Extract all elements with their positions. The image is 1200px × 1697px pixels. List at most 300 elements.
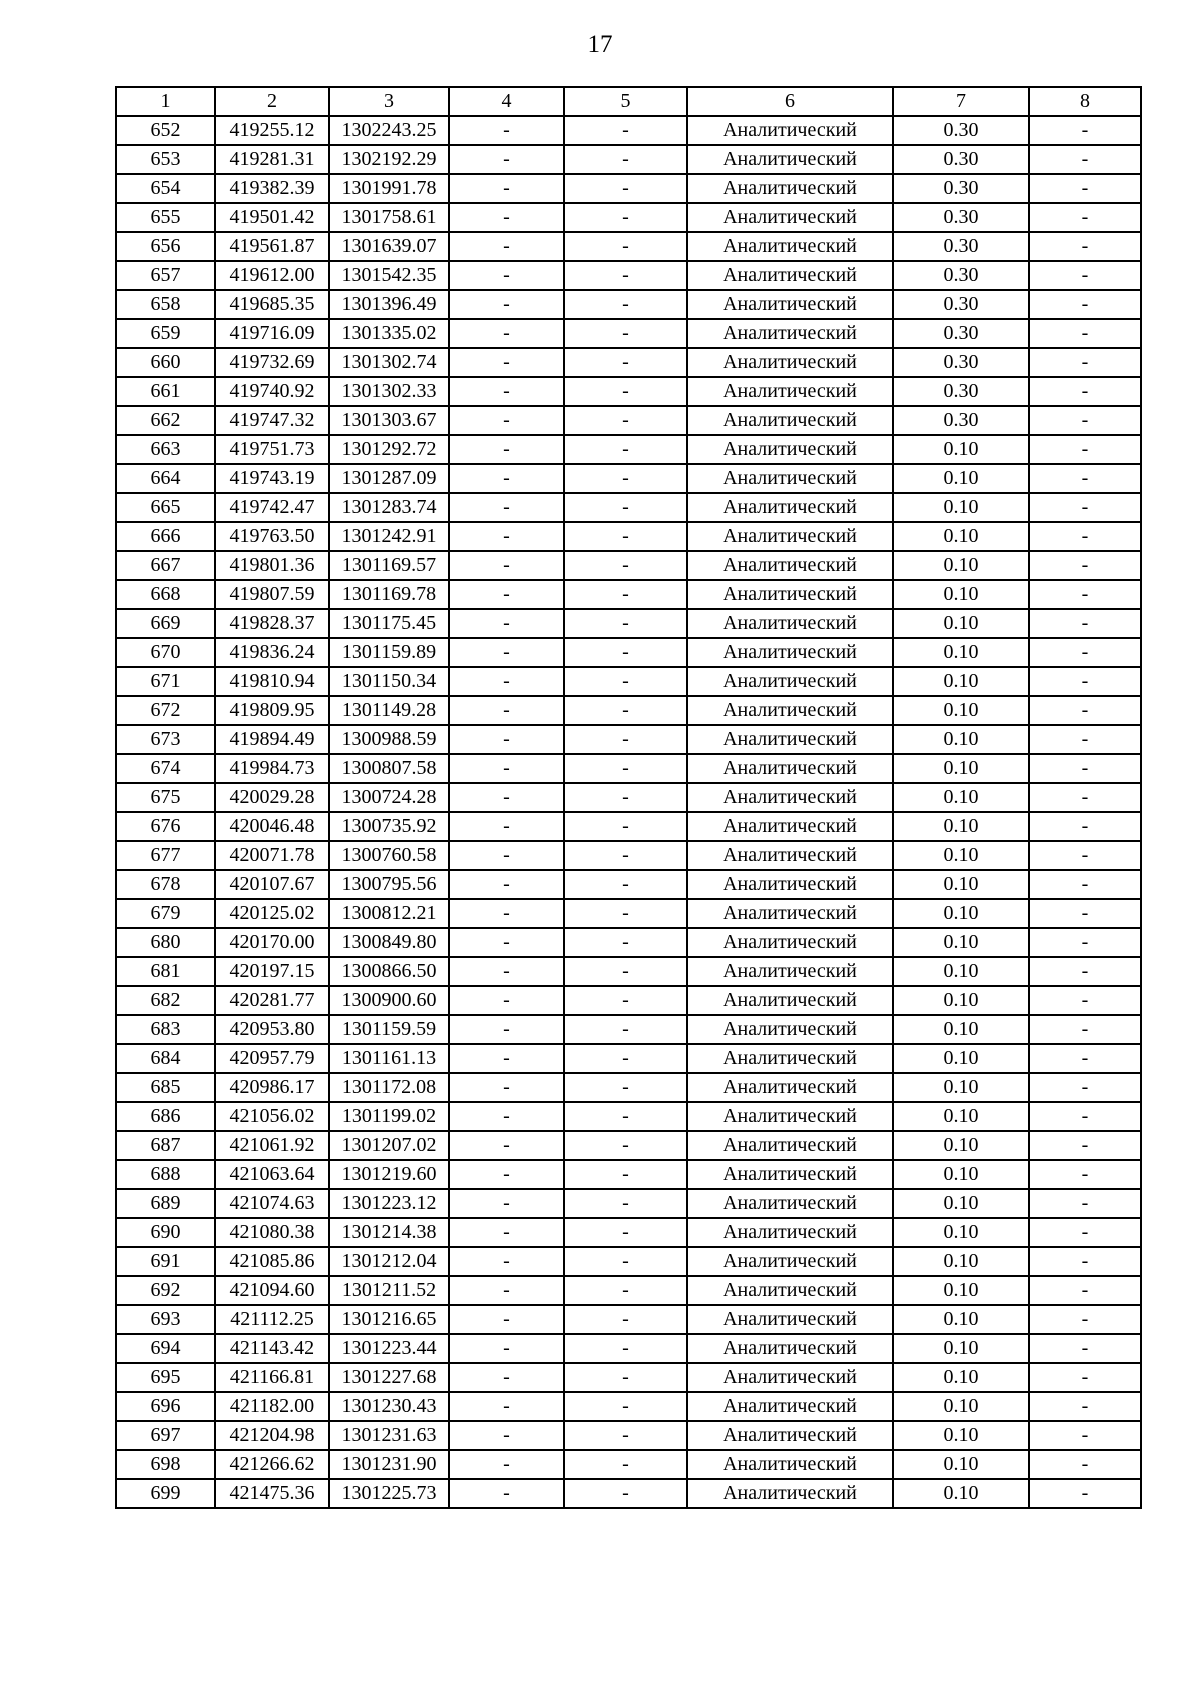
table-row bbox=[116, 812, 1141, 841]
column-4-cell: - bbox=[449, 1334, 564, 1363]
column-8-cell: - bbox=[1029, 1131, 1141, 1160]
point-number-cell: 697 bbox=[116, 1421, 215, 1450]
table-row bbox=[116, 1160, 1141, 1189]
accuracy-cell: 0.10 bbox=[893, 812, 1029, 841]
method-cell: Аналитический bbox=[687, 435, 893, 464]
column-4-cell: - bbox=[449, 812, 564, 841]
column-8-cell: - bbox=[1029, 1160, 1141, 1189]
point-number-cell: 690 bbox=[116, 1218, 215, 1247]
table-row bbox=[116, 261, 1141, 290]
accuracy-cell: 0.10 bbox=[893, 1479, 1029, 1508]
accuracy-cell: 0.10 bbox=[893, 1363, 1029, 1392]
column-8-cell: - bbox=[1029, 522, 1141, 551]
y-coordinate-cell: 1301542.35 bbox=[329, 261, 449, 290]
point-number-cell: 652 bbox=[116, 116, 215, 145]
point-number-cell: 667 bbox=[116, 551, 215, 580]
accuracy-cell: 0.10 bbox=[893, 1015, 1029, 1044]
column-5-cell: - bbox=[564, 1160, 687, 1189]
point-number-cell: 676 bbox=[116, 812, 215, 841]
column-8-cell: - bbox=[1029, 986, 1141, 1015]
table-row bbox=[116, 464, 1141, 493]
column-5-cell: - bbox=[564, 1189, 687, 1218]
column-5-cell: - bbox=[564, 551, 687, 580]
column-8-cell: - bbox=[1029, 1247, 1141, 1276]
y-coordinate-cell: 1301991.78 bbox=[329, 174, 449, 203]
y-coordinate-cell: 1301283.74 bbox=[329, 493, 449, 522]
point-number-cell: 695 bbox=[116, 1363, 215, 1392]
column-5-cell: - bbox=[564, 1479, 687, 1508]
column-5-cell: - bbox=[564, 464, 687, 493]
column-4-cell: - bbox=[449, 870, 564, 899]
y-coordinate-cell: 1300795.56 bbox=[329, 870, 449, 899]
point-number-cell: 692 bbox=[116, 1276, 215, 1305]
column-5-cell: - bbox=[564, 261, 687, 290]
table-row bbox=[116, 1305, 1141, 1334]
x-coordinate-cell: 421475.36 bbox=[215, 1479, 329, 1508]
point-number-cell: 684 bbox=[116, 1044, 215, 1073]
column-5-cell: - bbox=[564, 580, 687, 609]
method-cell: Аналитический bbox=[687, 1276, 893, 1305]
column-8-cell: - bbox=[1029, 319, 1141, 348]
x-coordinate-cell: 419255.12 bbox=[215, 116, 329, 145]
accuracy-cell: 0.10 bbox=[893, 522, 1029, 551]
x-coordinate-cell: 419740.92 bbox=[215, 377, 329, 406]
column-8-cell: - bbox=[1029, 290, 1141, 319]
column-5-cell: - bbox=[564, 145, 687, 174]
x-coordinate-cell: 419561.87 bbox=[215, 232, 329, 261]
method-cell: Аналитический bbox=[687, 986, 893, 1015]
column-8-cell: - bbox=[1029, 870, 1141, 899]
table-row bbox=[116, 174, 1141, 203]
x-coordinate-cell: 420071.78 bbox=[215, 841, 329, 870]
y-coordinate-cell: 1301639.07 bbox=[329, 232, 449, 261]
table-row bbox=[116, 783, 1141, 812]
y-coordinate-cell: 1301211.52 bbox=[329, 1276, 449, 1305]
table-row bbox=[116, 986, 1141, 1015]
column-4-cell: - bbox=[449, 609, 564, 638]
column-8-cell: - bbox=[1029, 638, 1141, 667]
x-coordinate-cell: 420953.80 bbox=[215, 1015, 329, 1044]
column-8-cell: - bbox=[1029, 1392, 1141, 1421]
y-coordinate-cell: 1301207.02 bbox=[329, 1131, 449, 1160]
method-cell: Аналитический bbox=[687, 841, 893, 870]
point-number-cell: 671 bbox=[116, 667, 215, 696]
column-header: 7 bbox=[893, 87, 1029, 116]
y-coordinate-cell: 1301231.63 bbox=[329, 1421, 449, 1450]
accuracy-cell: 0.30 bbox=[893, 406, 1029, 435]
table-row bbox=[116, 899, 1141, 928]
y-coordinate-cell: 1300849.80 bbox=[329, 928, 449, 957]
method-cell: Аналитический bbox=[687, 1073, 893, 1102]
method-cell: Аналитический bbox=[687, 870, 893, 899]
column-4-cell: - bbox=[449, 348, 564, 377]
point-number-cell: 669 bbox=[116, 609, 215, 638]
table-row bbox=[116, 870, 1141, 899]
accuracy-cell: 0.10 bbox=[893, 928, 1029, 957]
column-5-cell: - bbox=[564, 725, 687, 754]
accuracy-cell: 0.10 bbox=[893, 986, 1029, 1015]
column-5-cell: - bbox=[564, 1015, 687, 1044]
column-8-cell: - bbox=[1029, 116, 1141, 145]
y-coordinate-cell: 1300807.58 bbox=[329, 754, 449, 783]
column-8-cell: - bbox=[1029, 1450, 1141, 1479]
column-8-cell: - bbox=[1029, 754, 1141, 783]
x-coordinate-cell: 419742.47 bbox=[215, 493, 329, 522]
x-coordinate-cell: 419801.36 bbox=[215, 551, 329, 580]
point-number-cell: 672 bbox=[116, 696, 215, 725]
column-5-cell: - bbox=[564, 638, 687, 667]
x-coordinate-cell: 419894.49 bbox=[215, 725, 329, 754]
column-5-cell: - bbox=[564, 609, 687, 638]
x-coordinate-cell: 421204.98 bbox=[215, 1421, 329, 1450]
column-5-cell: - bbox=[564, 348, 687, 377]
column-8-cell: - bbox=[1029, 1189, 1141, 1218]
y-coordinate-cell: 1301216.65 bbox=[329, 1305, 449, 1334]
point-number-cell: 687 bbox=[116, 1131, 215, 1160]
point-number-cell: 675 bbox=[116, 783, 215, 812]
table-row bbox=[116, 1363, 1141, 1392]
column-4-cell: - bbox=[449, 203, 564, 232]
method-cell: Аналитический bbox=[687, 551, 893, 580]
accuracy-cell: 0.10 bbox=[893, 464, 1029, 493]
column-5-cell: - bbox=[564, 986, 687, 1015]
column-4-cell: - bbox=[449, 1218, 564, 1247]
y-coordinate-cell: 1301227.68 bbox=[329, 1363, 449, 1392]
column-8-cell: - bbox=[1029, 609, 1141, 638]
column-8-cell: - bbox=[1029, 232, 1141, 261]
point-number-cell: 678 bbox=[116, 870, 215, 899]
y-coordinate-cell: 1301219.60 bbox=[329, 1160, 449, 1189]
accuracy-cell: 0.10 bbox=[893, 1392, 1029, 1421]
table-row bbox=[116, 580, 1141, 609]
x-coordinate-cell: 421063.64 bbox=[215, 1160, 329, 1189]
x-coordinate-cell: 419828.37 bbox=[215, 609, 329, 638]
page-number: 17 bbox=[587, 31, 613, 58]
x-coordinate-cell: 421085.86 bbox=[215, 1247, 329, 1276]
point-number-cell: 677 bbox=[116, 841, 215, 870]
table-header-row bbox=[116, 87, 1141, 116]
table-row bbox=[116, 406, 1141, 435]
point-number-cell: 680 bbox=[116, 928, 215, 957]
column-4-cell: - bbox=[449, 522, 564, 551]
point-number-cell: 653 bbox=[116, 145, 215, 174]
column-5-cell: - bbox=[564, 841, 687, 870]
accuracy-cell: 0.10 bbox=[893, 783, 1029, 812]
y-coordinate-cell: 1301159.89 bbox=[329, 638, 449, 667]
method-cell: Аналитический bbox=[687, 1363, 893, 1392]
method-cell: Аналитический bbox=[687, 377, 893, 406]
column-5-cell: - bbox=[564, 1276, 687, 1305]
column-8-cell: - bbox=[1029, 145, 1141, 174]
y-coordinate-cell: 1300866.50 bbox=[329, 957, 449, 986]
table-row bbox=[116, 435, 1141, 464]
column-8-cell: - bbox=[1029, 406, 1141, 435]
column-4-cell: - bbox=[449, 435, 564, 464]
column-header: 1 bbox=[116, 87, 215, 116]
accuracy-cell: 0.30 bbox=[893, 174, 1029, 203]
table-row bbox=[116, 290, 1141, 319]
point-number-cell: 673 bbox=[116, 725, 215, 754]
column-8-cell: - bbox=[1029, 464, 1141, 493]
column-5-cell: - bbox=[564, 116, 687, 145]
x-coordinate-cell: 419685.35 bbox=[215, 290, 329, 319]
accuracy-cell: 0.10 bbox=[893, 899, 1029, 928]
table-row bbox=[116, 1479, 1141, 1508]
column-8-cell: - bbox=[1029, 1305, 1141, 1334]
x-coordinate-cell: 419716.09 bbox=[215, 319, 329, 348]
column-8-cell: - bbox=[1029, 1334, 1141, 1363]
column-8-cell: - bbox=[1029, 667, 1141, 696]
table-row bbox=[116, 1334, 1141, 1363]
y-coordinate-cell: 1301149.28 bbox=[329, 696, 449, 725]
column-4-cell: - bbox=[449, 957, 564, 986]
column-4-cell: - bbox=[449, 1015, 564, 1044]
column-4-cell: - bbox=[449, 1102, 564, 1131]
column-8-cell: - bbox=[1029, 174, 1141, 203]
column-4-cell: - bbox=[449, 725, 564, 754]
column-header: 5 bbox=[564, 87, 687, 116]
point-number-cell: 655 bbox=[116, 203, 215, 232]
table-row bbox=[116, 1218, 1141, 1247]
y-coordinate-cell: 1301230.43 bbox=[329, 1392, 449, 1421]
column-5-cell: - bbox=[564, 1450, 687, 1479]
accuracy-cell: 0.10 bbox=[893, 435, 1029, 464]
point-number-cell: 689 bbox=[116, 1189, 215, 1218]
column-4-cell: - bbox=[449, 986, 564, 1015]
column-8-cell: - bbox=[1029, 493, 1141, 522]
y-coordinate-cell: 1301396.49 bbox=[329, 290, 449, 319]
column-4-cell: - bbox=[449, 899, 564, 928]
x-coordinate-cell: 420957.79 bbox=[215, 1044, 329, 1073]
method-cell: Аналитический bbox=[687, 899, 893, 928]
y-coordinate-cell: 1301212.04 bbox=[329, 1247, 449, 1276]
column-5-cell: - bbox=[564, 377, 687, 406]
method-cell: Аналитический bbox=[687, 667, 893, 696]
y-coordinate-cell: 1301225.73 bbox=[329, 1479, 449, 1508]
column-8-cell: - bbox=[1029, 1421, 1141, 1450]
column-8-cell: - bbox=[1029, 1044, 1141, 1073]
x-coordinate-cell: 421166.81 bbox=[215, 1363, 329, 1392]
point-number-cell: 666 bbox=[116, 522, 215, 551]
method-cell: Аналитический bbox=[687, 928, 893, 957]
y-coordinate-cell: 1301242.91 bbox=[329, 522, 449, 551]
x-coordinate-cell: 421080.38 bbox=[215, 1218, 329, 1247]
accuracy-cell: 0.10 bbox=[893, 1334, 1029, 1363]
column-5-cell: - bbox=[564, 174, 687, 203]
column-8-cell: - bbox=[1029, 1276, 1141, 1305]
column-8-cell: - bbox=[1029, 696, 1141, 725]
column-4-cell: - bbox=[449, 116, 564, 145]
x-coordinate-cell: 420046.48 bbox=[215, 812, 329, 841]
x-coordinate-cell: 421266.62 bbox=[215, 1450, 329, 1479]
x-coordinate-cell: 419763.50 bbox=[215, 522, 329, 551]
method-cell: Аналитический bbox=[687, 290, 893, 319]
accuracy-cell: 0.10 bbox=[893, 493, 1029, 522]
point-number-cell: 682 bbox=[116, 986, 215, 1015]
table-row bbox=[116, 1450, 1141, 1479]
column-8-cell: - bbox=[1029, 1363, 1141, 1392]
column-5-cell: - bbox=[564, 754, 687, 783]
table-row bbox=[116, 522, 1141, 551]
column-5-cell: - bbox=[564, 406, 687, 435]
y-coordinate-cell: 1301159.59 bbox=[329, 1015, 449, 1044]
x-coordinate-cell: 419747.32 bbox=[215, 406, 329, 435]
x-coordinate-cell: 419807.59 bbox=[215, 580, 329, 609]
column-4-cell: - bbox=[449, 406, 564, 435]
y-coordinate-cell: 1300724.28 bbox=[329, 783, 449, 812]
column-4-cell: - bbox=[449, 319, 564, 348]
method-cell: Аналитический bbox=[687, 348, 893, 377]
accuracy-cell: 0.10 bbox=[893, 1102, 1029, 1131]
column-8-cell: - bbox=[1029, 261, 1141, 290]
point-number-cell: 681 bbox=[116, 957, 215, 986]
accuracy-cell: 0.10 bbox=[893, 1247, 1029, 1276]
table-row bbox=[116, 957, 1141, 986]
column-8-cell: - bbox=[1029, 841, 1141, 870]
accuracy-cell: 0.30 bbox=[893, 145, 1029, 174]
accuracy-cell: 0.10 bbox=[893, 1450, 1029, 1479]
table-row bbox=[116, 667, 1141, 696]
y-coordinate-cell: 1301161.13 bbox=[329, 1044, 449, 1073]
y-coordinate-cell: 1300900.60 bbox=[329, 986, 449, 1015]
column-5-cell: - bbox=[564, 899, 687, 928]
method-cell: Аналитический bbox=[687, 1015, 893, 1044]
method-cell: Аналитический bbox=[687, 319, 893, 348]
accuracy-cell: 0.10 bbox=[893, 1276, 1029, 1305]
column-4-cell: - bbox=[449, 464, 564, 493]
method-cell: Аналитический bbox=[687, 1479, 893, 1508]
column-4-cell: - bbox=[449, 1247, 564, 1276]
x-coordinate-cell: 421056.02 bbox=[215, 1102, 329, 1131]
column-5-cell: - bbox=[564, 696, 687, 725]
y-coordinate-cell: 1301172.08 bbox=[329, 1073, 449, 1102]
accuracy-cell: 0.10 bbox=[893, 638, 1029, 667]
method-cell: Аналитический bbox=[687, 1450, 893, 1479]
method-cell: Аналитический bbox=[687, 1305, 893, 1334]
column-4-cell: - bbox=[449, 493, 564, 522]
accuracy-cell: 0.10 bbox=[893, 1073, 1029, 1102]
column-8-cell: - bbox=[1029, 928, 1141, 957]
column-4-cell: - bbox=[449, 261, 564, 290]
column-8-cell: - bbox=[1029, 725, 1141, 754]
x-coordinate-cell: 419751.73 bbox=[215, 435, 329, 464]
column-8-cell: - bbox=[1029, 203, 1141, 232]
method-cell: Аналитический bbox=[687, 957, 893, 986]
column-4-cell: - bbox=[449, 1392, 564, 1421]
x-coordinate-cell: 421094.60 bbox=[215, 1276, 329, 1305]
accuracy-cell: 0.10 bbox=[893, 1189, 1029, 1218]
column-5-cell: - bbox=[564, 493, 687, 522]
x-coordinate-cell: 419984.73 bbox=[215, 754, 329, 783]
column-4-cell: - bbox=[449, 377, 564, 406]
column-4-cell: - bbox=[449, 1160, 564, 1189]
column-4-cell: - bbox=[449, 1421, 564, 1450]
table-row bbox=[116, 696, 1141, 725]
column-5-cell: - bbox=[564, 232, 687, 261]
x-coordinate-cell: 419836.24 bbox=[215, 638, 329, 667]
column-5-cell: - bbox=[564, 1247, 687, 1276]
table-row bbox=[116, 754, 1141, 783]
column-8-cell: - bbox=[1029, 348, 1141, 377]
column-8-cell: - bbox=[1029, 1015, 1141, 1044]
column-8-cell: - bbox=[1029, 899, 1141, 928]
accuracy-cell: 0.30 bbox=[893, 348, 1029, 377]
table-row bbox=[116, 493, 1141, 522]
column-5-cell: - bbox=[564, 1392, 687, 1421]
y-coordinate-cell: 1302192.29 bbox=[329, 145, 449, 174]
method-cell: Аналитический bbox=[687, 1392, 893, 1421]
y-coordinate-cell: 1301150.34 bbox=[329, 667, 449, 696]
column-header: 4 bbox=[449, 87, 564, 116]
point-number-cell: 698 bbox=[116, 1450, 215, 1479]
point-number-cell: 686 bbox=[116, 1102, 215, 1131]
x-coordinate-cell: 420125.02 bbox=[215, 899, 329, 928]
method-cell: Аналитический bbox=[687, 406, 893, 435]
y-coordinate-cell: 1301175.45 bbox=[329, 609, 449, 638]
column-5-cell: - bbox=[564, 435, 687, 464]
point-number-cell: 657 bbox=[116, 261, 215, 290]
table-row bbox=[116, 232, 1141, 261]
column-5-cell: - bbox=[564, 522, 687, 551]
x-coordinate-cell: 420281.77 bbox=[215, 986, 329, 1015]
x-coordinate-cell: 420170.00 bbox=[215, 928, 329, 957]
accuracy-cell: 0.10 bbox=[893, 1131, 1029, 1160]
method-cell: Аналитический bbox=[687, 1131, 893, 1160]
column-header: 2 bbox=[215, 87, 329, 116]
column-4-cell: - bbox=[449, 1450, 564, 1479]
table-row bbox=[116, 1131, 1141, 1160]
table-row bbox=[116, 1015, 1141, 1044]
x-coordinate-cell: 420197.15 bbox=[215, 957, 329, 986]
column-4-cell: - bbox=[449, 1131, 564, 1160]
point-number-cell: 696 bbox=[116, 1392, 215, 1421]
table-row bbox=[116, 348, 1141, 377]
y-coordinate-cell: 1302243.25 bbox=[329, 116, 449, 145]
y-coordinate-cell: 1301199.02 bbox=[329, 1102, 449, 1131]
y-coordinate-cell: 1300988.59 bbox=[329, 725, 449, 754]
method-cell: Аналитический bbox=[687, 812, 893, 841]
column-8-cell: - bbox=[1029, 1102, 1141, 1131]
point-number-cell: 699 bbox=[116, 1479, 215, 1508]
point-number-cell: 683 bbox=[116, 1015, 215, 1044]
y-coordinate-cell: 1301302.74 bbox=[329, 348, 449, 377]
column-4-cell: - bbox=[449, 667, 564, 696]
column-5-cell: - bbox=[564, 1073, 687, 1102]
table-row bbox=[116, 725, 1141, 754]
method-cell: Аналитический bbox=[687, 1044, 893, 1073]
table-row bbox=[116, 841, 1141, 870]
column-8-cell: - bbox=[1029, 957, 1141, 986]
method-cell: Аналитический bbox=[687, 116, 893, 145]
accuracy-cell: 0.10 bbox=[893, 841, 1029, 870]
column-8-cell: - bbox=[1029, 1479, 1141, 1508]
y-coordinate-cell: 1301169.78 bbox=[329, 580, 449, 609]
y-coordinate-cell: 1301292.72 bbox=[329, 435, 449, 464]
column-5-cell: - bbox=[564, 812, 687, 841]
column-5-cell: - bbox=[564, 1102, 687, 1131]
accuracy-cell: 0.10 bbox=[893, 1044, 1029, 1073]
x-coordinate-cell: 419612.00 bbox=[215, 261, 329, 290]
y-coordinate-cell: 1300735.92 bbox=[329, 812, 449, 841]
method-cell: Аналитический bbox=[687, 1189, 893, 1218]
y-coordinate-cell: 1300760.58 bbox=[329, 841, 449, 870]
column-8-cell: - bbox=[1029, 783, 1141, 812]
accuracy-cell: 0.10 bbox=[893, 957, 1029, 986]
column-5-cell: - bbox=[564, 870, 687, 899]
column-4-cell: - bbox=[449, 841, 564, 870]
table-row bbox=[116, 1247, 1141, 1276]
column-8-cell: - bbox=[1029, 1073, 1141, 1102]
